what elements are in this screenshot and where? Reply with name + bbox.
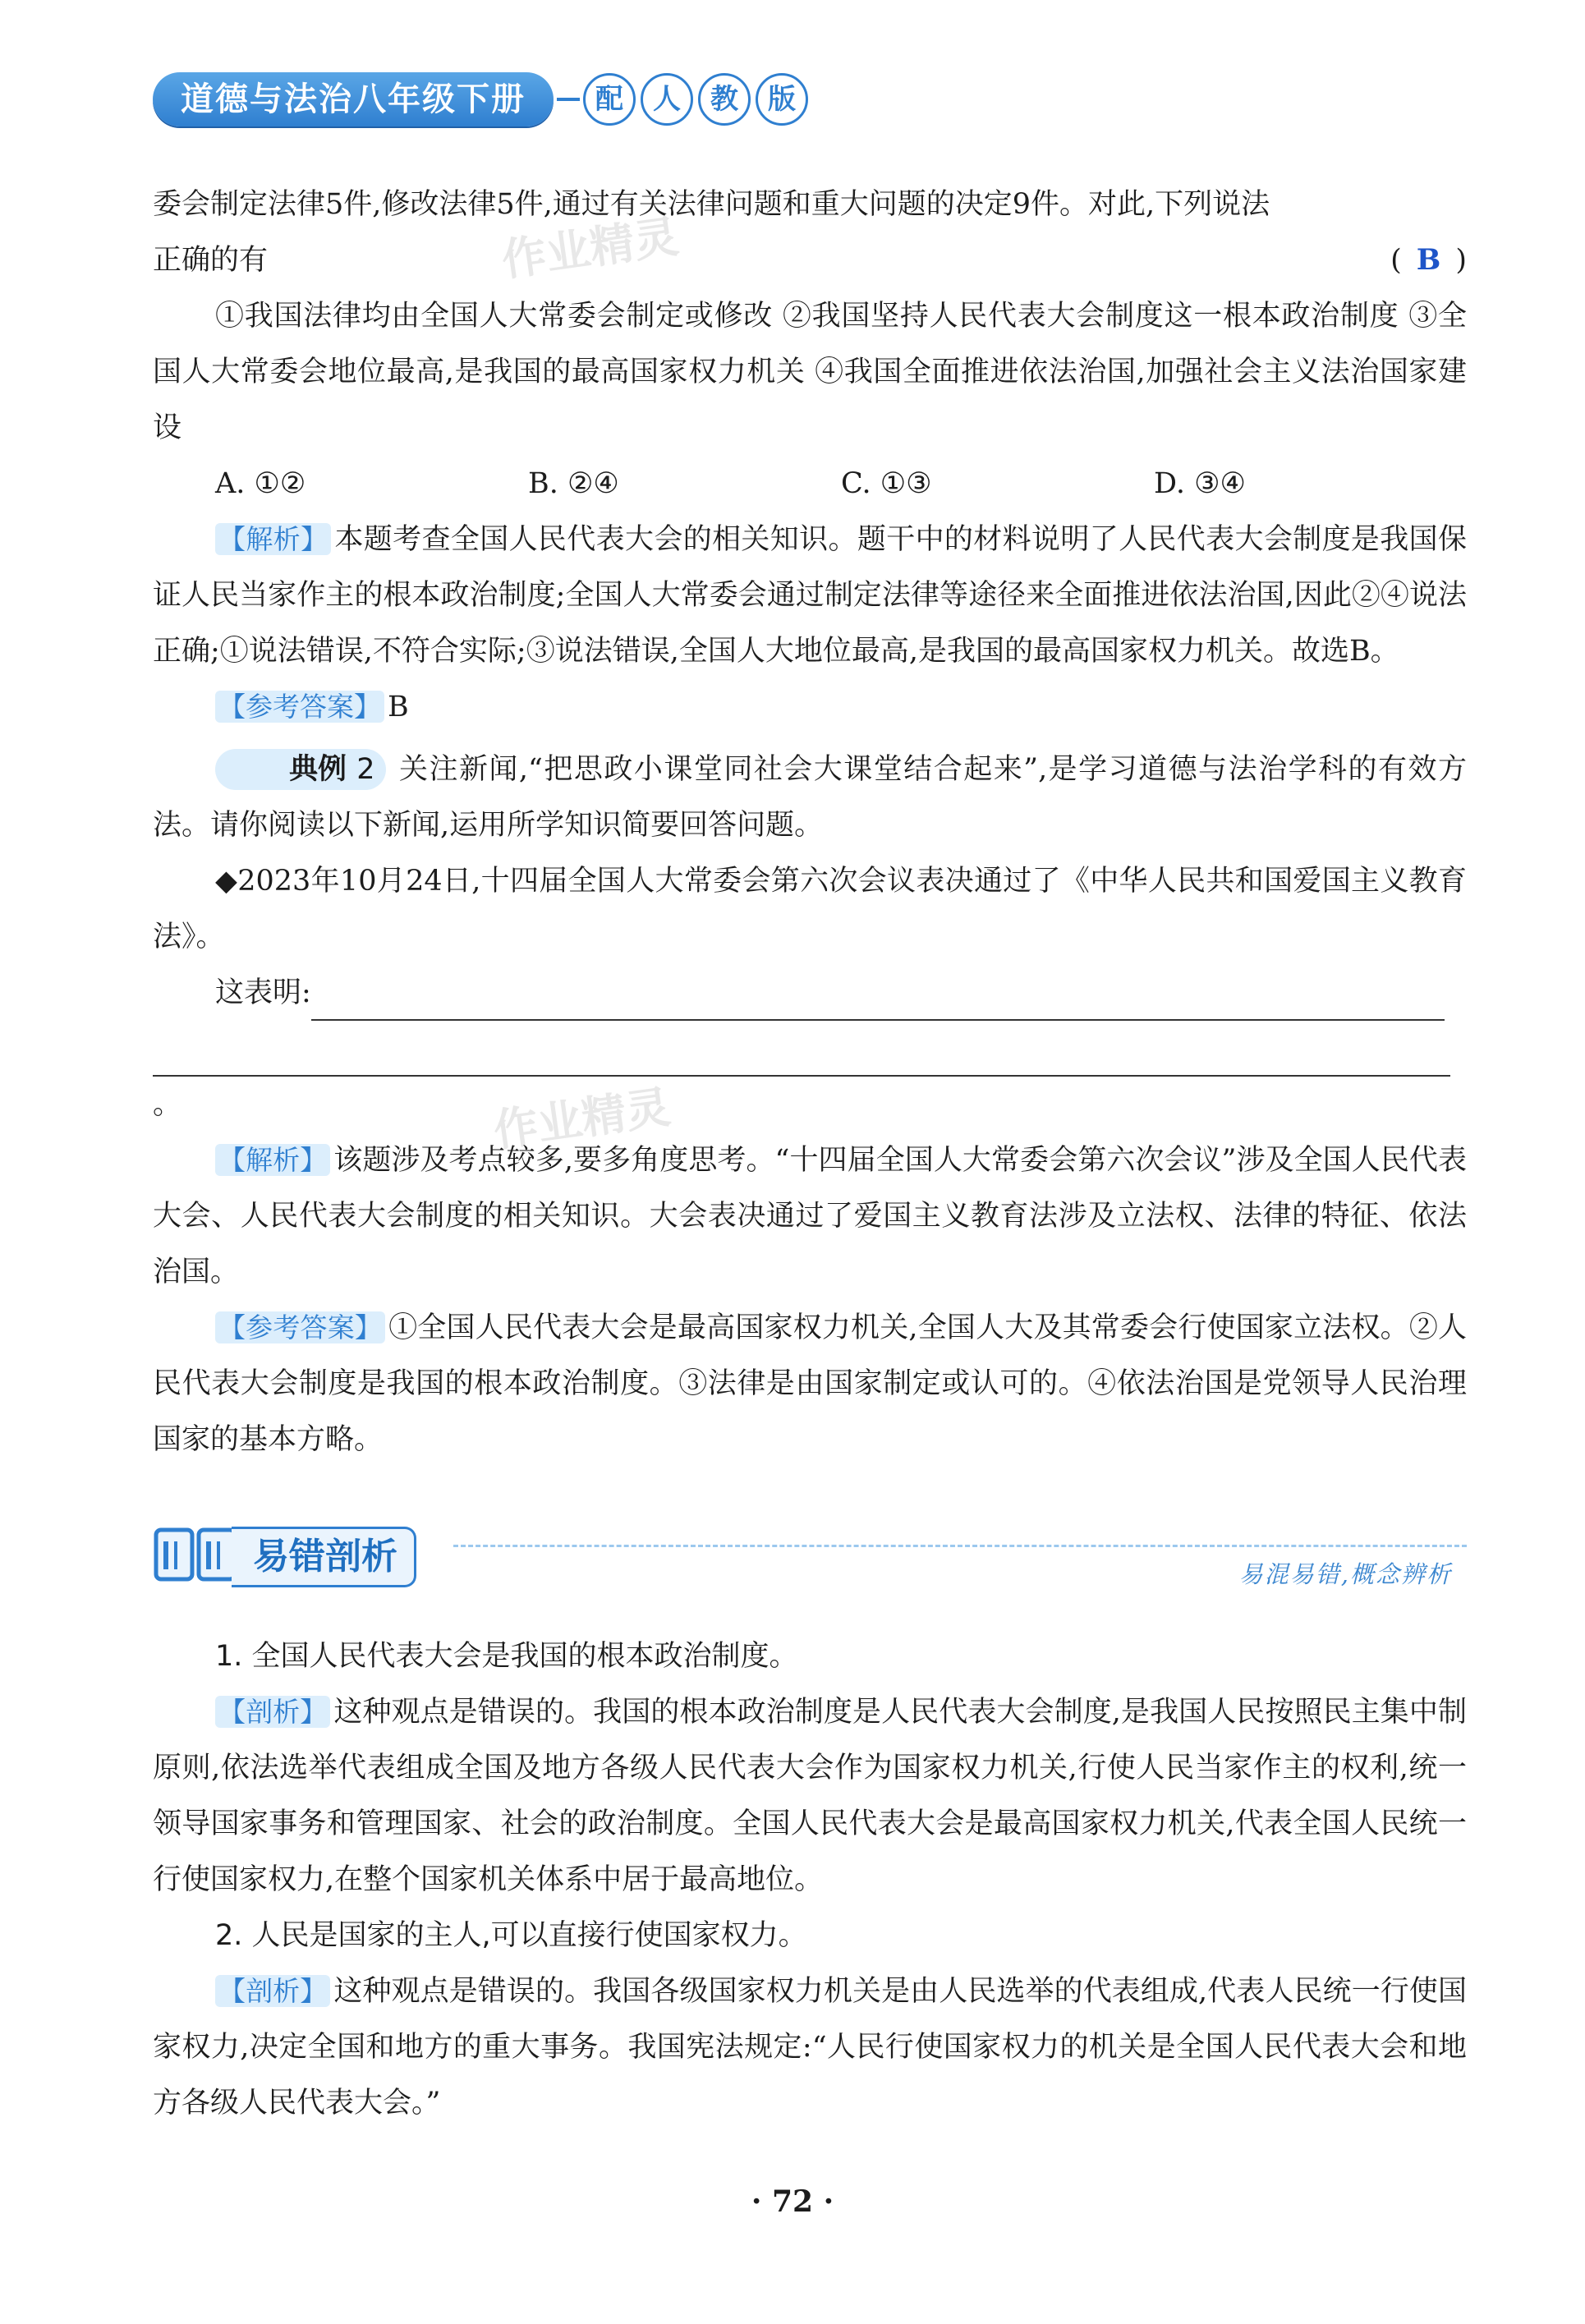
question-stem-text: 正确的有 [153,244,269,277]
header-connector [557,98,580,101]
reference-tag: 【参考答案】 [215,1311,385,1343]
section-banner [153,1517,1467,1596]
error-analysis [153,1963,1467,2131]
example-number: 2 [356,753,375,786]
error-analysis-tag: 【剖析】 [215,1975,330,2007]
example-stem: 关注新闻,“把思政小课堂同社会大课堂结合起来”,是学习道德与法治学科的有效方法。请你阅读以下新闻,运用所学知识简要回答问题。 [153,753,1467,842]
error-item-title: 1. 全国人民代表大会是我国的根本政治制度。 [215,1640,798,1673]
section-title: 易错剖析 [232,1527,416,1587]
question-stem-line2 [153,232,1467,288]
reference-answer [153,679,1467,735]
answer-letter: B [1416,243,1441,277]
series-header [153,71,808,128]
question-statements: ①我国法律均由全国人大常委会制定或修改 ②我国坚持人民代表大会制度这一根本政治制度 ③全国人大常委会地位最高,是我国的最高国家权力机关 ④我国全面推进依法治国,加强社会主义法治国家建设 [153,300,1467,444]
fill-prompt-line [153,965,1467,1021]
news-item: ◆2023年10月24日,十四届全国人大常委会第六次会议表决通过了《中华人民共和国爱国主义教育法》。 [153,865,1467,953]
series-title: 道德与法治八年级下册 [153,72,554,126]
option-b: B. ②④ [528,467,619,500]
analysis-paragraph [153,512,1467,679]
answer-options [153,456,1467,512]
answer-bracket: ( B ) [1390,243,1467,277]
fill-prompt: 这表明: [215,976,311,1009]
option-c: C. ①③ [841,467,932,500]
option-a: A. ①② [215,467,306,500]
example-label [215,749,386,790]
watermark: 作业精灵 [498,210,682,287]
section-divider [453,1545,1467,1547]
analysis-text: 该题涉及考点较多,要多角度思考。“十四届全国人大常委会第六次会议”涉及全国人民代表大会、人民代表大会制度的相关知识。大会表决通过了爱国主义教育法涉及立法权、法律的特征、依法治国。 [153,1144,1467,1288]
analysis-tag: 【解析】 [215,523,331,555]
page-number: · 72 · [751,2184,834,2219]
question-stem-line1: 委会制定法律5件,修改法律5件,通过有关法律问题和重大问题的决定9件。对此,下列说法 [153,188,1270,221]
error-item-title: 2. 人民是国家的主人,可以直接行使国家权力。 [215,1919,807,1952]
analysis-text: 本题考查全国人民代表大会的相关知识。题干中的材料说明了人民代表大会制度是我国保证人民当家作主的根本政治制度;全国人大常委会通过制定法律等途径来全面推进依法治国,因此②④说法正确;①说法错误,不符合实际;③说法错误,全国人大地位最高,是我国的最高国家权力机关。故选B。 [153,523,1467,668]
section-subtitle: 易混易错,概念辨析 [1238,1560,1452,1588]
fill-end-mark: 。 [153,1088,182,1121]
edition-badges [583,73,808,126]
analysis-tag: 【解析】 [215,1144,330,1176]
answer-blank-line[interactable] [153,1039,1450,1077]
option-d: D. ③④ [1154,467,1246,500]
watermark: 作业精灵 [490,1081,673,1157]
edition-char: 教 [698,73,751,126]
error-analysis-text: 这种观点是错误的。我国各级国家权力机关是由人民选举的代表组成,代表人民统一行使国家权力,决定全国和地方的重大事务。我国宪法规定:“人民行使国家权力的机关是全国人民代表大会和地方各级人民代表大会。” [153,1975,1467,2120]
reference-tag: 【参考答案】 [215,691,384,723]
example-paragraph [153,742,1467,853]
error-analysis-text: 这种观点是错误的。我国的根本政治制度是人民代表大会制度,是我国人民按照民主集中制原则,依法选举代表组成全国及地方各级人民代表大会作为国家权力机关,行使人民当家作主的权利,统一领导国家事务和管理国家、社会的政治制度。全国人民代表大会是最高国家权力机关,代表全国人民统一行使国家权力,在整个国家机关体系中居于最高地位。 [153,1696,1467,1896]
example-label-text: 典例 [289,753,347,786]
error-analysis [153,1684,1467,1908]
analysis-paragraph [153,1132,1467,1300]
fill-second-line [153,1021,1467,1132]
error-analysis-tag: 【剖析】 [215,1696,330,1728]
reference-text: ①全国人民代表大会是最高国家权力机关,全国人大及其常委会行使国家立法权。②人民代表大会制度是我国的根本政治制度。③法律是由国家制定或认可的。④依法治国是党领导人民治理国家的基本方略。 [153,1311,1468,1456]
answer-blank-line[interactable] [311,983,1445,1021]
edition-char: 配 [583,73,636,126]
page-content [153,177,1467,2131]
edition-char: 人 [641,73,693,126]
reference-text: B [388,691,409,723]
open-book-icon [153,1525,238,1584]
reference-answer [153,1300,1467,1467]
edition-char: 版 [756,73,808,126]
